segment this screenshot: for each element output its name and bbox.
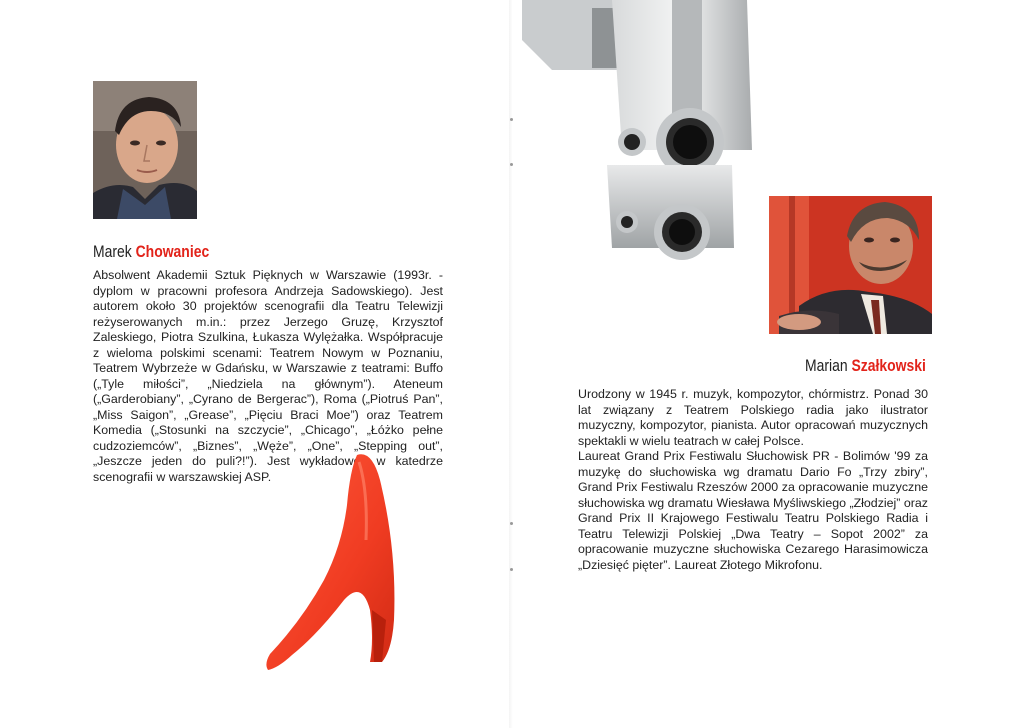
szalkowski-portrait [769,196,932,334]
szalkowski-bio [578,387,928,573]
surname: Chowaniec [135,242,210,261]
bio-paragraph: Absolwent Akademii Sztuk Pięknych w Warszawie (1993r. - dyplom w pracowni profesora Andrzeja Sadowskiego). Jest autorem około 30 projektów scenografii dla Teatru Telewizji reżyserowanych m.in.: przez Jerzego Gruzę, Krzysztof Zaleskiego, Piotra Szulkina, Łukasza Wylężałka. Współpracuje z wieloma polskimi scenami: Teatrem Nowym w Poznaniu, Teatrem Wybrzeże w Gdańsku, w Warszawie z teatrami: Buffo („Tyle miłości”, „Niedziela na głównym”). Ateneum („Garderobiany”, „Cyrano de Bergerac”), Roma („Piotruś Pan”, „Miss Saigon”, „Grease”, „Pięciu Braci Moe”) oraz Teatrem Komedia („Stosunki na szczycie”, „Chicago”, „Łóżko pełne cudzoziemców”, „Biznes”, „Węże”, „One”, „Stepping out”, „Jeszcze jeden do puli?!”). Jest wykładowcą w katedrze scenografii w warszawskiej ASP. [93,268,443,484]
red-high-heel-illustration [262,450,402,680]
szalkowski-name [805,356,926,376]
registration-mark [510,118,513,121]
portrait-figure [769,196,932,334]
chowaniec-portrait [93,81,197,219]
registration-mark [510,568,513,571]
bio-paragraph: Urodzony w 1945 r. muzyk, kompozytor, chórmistrz. Ponad 30 lat związany z Teatrem Polskiego radia jako ilustrator muzyczny, kompozytor, pianista. Autor opracowań muzycznych spektakli w wielu teatrach w całej Polsce. [578,387,928,448]
portrait-figure [93,81,197,219]
registration-mark [510,163,513,166]
pistol-illustration [512,0,762,260]
surname: Szałkowski [851,356,926,375]
first-name: Marek [93,242,132,261]
first-name: Marian [805,356,848,375]
bio-paragraph: Laureat Grand Prix Festiwalu Słuchowisk PR - Bolimów '99 za muzykę do słuchowiska wg dramatu Dario Fo „Trzy zbiry”, Grand Prix Festiwalu Rzeszów 2000 za opracowanie muzyczne słuchowiska wg dramatu Wiesława Myśliwskiego „Złodziej” oraz Grand Prix II Krajowego Festiwalu Teatru Polskiego Radia i Teatru Telewizji Polskiej „Dwa Teatry – Sopot 2002” za opracowanie muzyczne słuchowiska Cezarego Harasimowicza „Dziesięć pięter”. Laureat Złotego Mikrofonu. [578,449,928,572]
chowaniec-name [93,242,209,262]
registration-mark [510,522,513,525]
